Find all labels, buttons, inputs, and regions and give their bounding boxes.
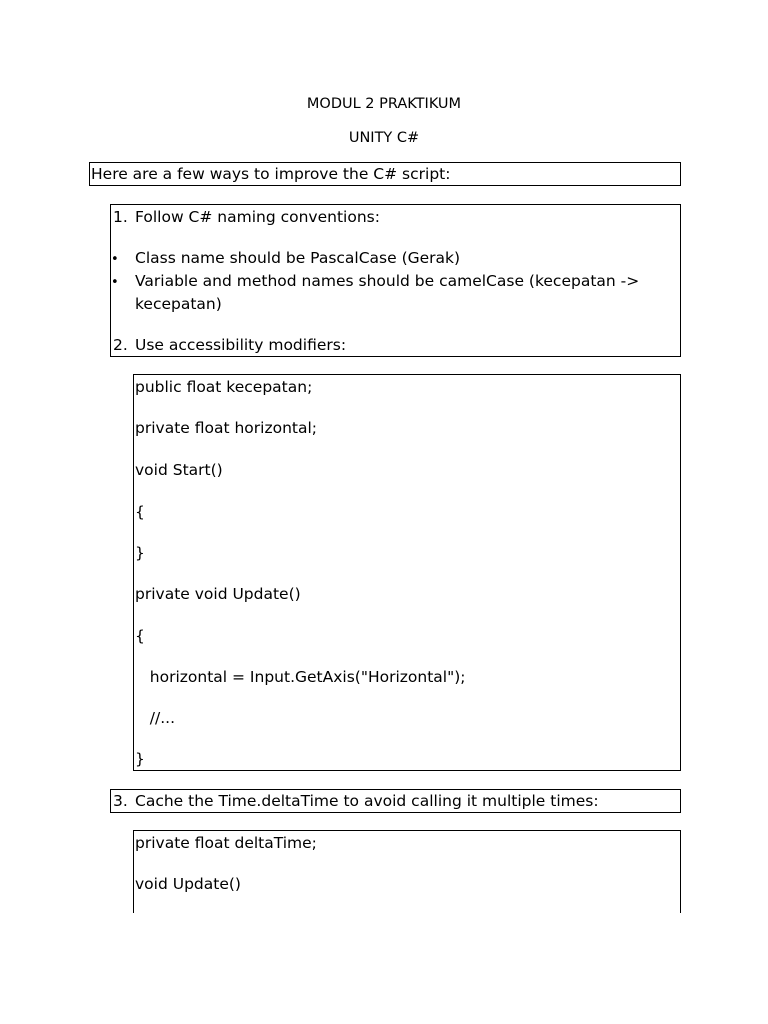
intro-text: Here are a few ways to improve the C# script: (91, 165, 451, 183)
code-line: private float deltaTime; (135, 834, 317, 852)
page-bottom-margin (0, 913, 768, 1024)
code-block (133, 374, 681, 771)
code-line: } (135, 750, 145, 768)
document-subtitle: UNITY C# (348, 130, 420, 146)
bullet-text-line2: kecepatan) (135, 295, 222, 313)
list-item-text: Follow C# naming conventions: (135, 208, 380, 226)
bullet-symbol: • (111, 275, 119, 290)
code-line: } (135, 544, 145, 562)
list-item-text: Cache the Time.deltaTime to avoid calling it multiple times: (135, 792, 599, 810)
code-line: //... (135, 709, 176, 727)
list-number: 1. (113, 208, 128, 226)
list-number: 3. (113, 792, 128, 810)
bullet-text-line1: Variable and method names should be camelCase (kecepatan -> (135, 272, 640, 290)
code-line: { (135, 627, 145, 645)
list-item-text: Use accessibility modifiers: (135, 336, 347, 354)
code-line: private float horizontal; (135, 419, 318, 437)
code-line: public float kecepatan; (135, 378, 313, 396)
document-title: MODUL 2 PRAKTIKUM (306, 96, 462, 112)
list-box-cache (110, 789, 681, 813)
bullet-symbol: • (111, 252, 119, 267)
intro-box (89, 162, 681, 186)
code-line: horizontal = Input.GetAxis("Horizontal"); (135, 668, 466, 686)
list-number: 2. (113, 336, 128, 354)
code-line: { (135, 503, 145, 521)
code-line: void Update() (135, 875, 241, 893)
code-line: void Start() (135, 461, 223, 479)
code-line: private void Update() (135, 585, 301, 603)
list-box-naming (110, 204, 681, 357)
bullet-text: Class name should be PascalCase (Gerak) (135, 249, 461, 267)
